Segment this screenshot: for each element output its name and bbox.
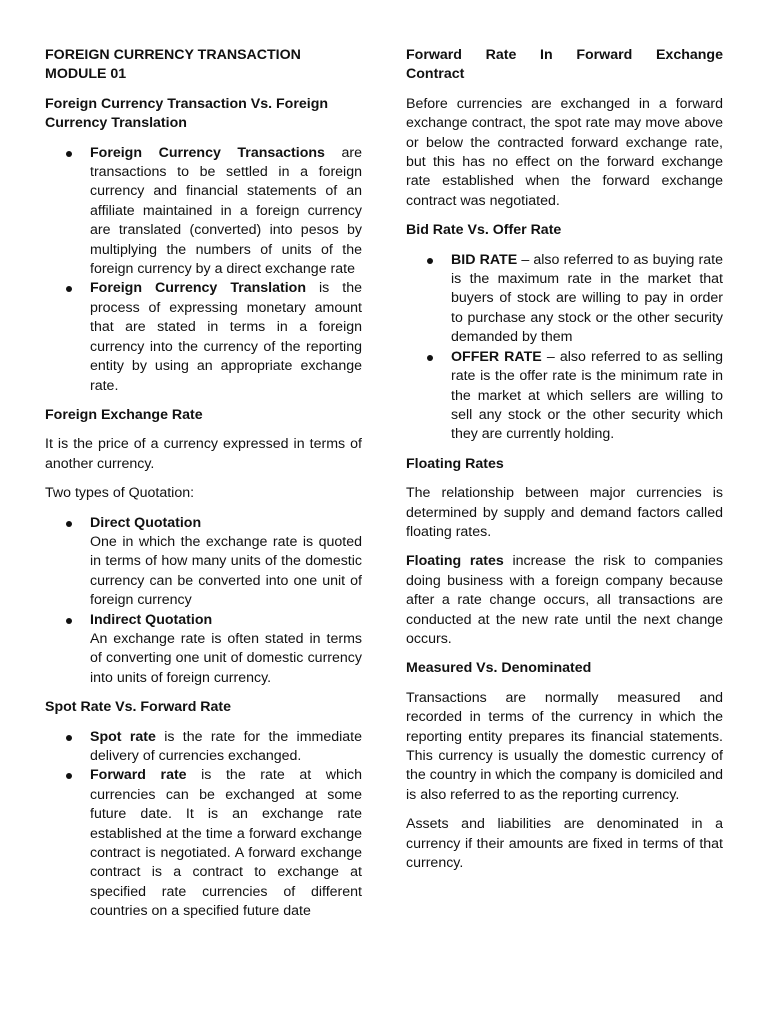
right-column xyxy=(406,46,723,883)
term: Direct Quotation xyxy=(90,514,202,531)
term: Foreign Currency Translation xyxy=(90,280,307,297)
heading-bid-vs-offer: Bid Rate Vs. Offer Rate xyxy=(406,222,562,239)
definition: are transactions to be settled in a foreign currency and financial statements of an affiliate maintained in a foreign currency are translated (converted) into pesos by multiplying the numbers of units of the foreign currency by a direct exchange rate xyxy=(90,144,362,278)
term: OFFER RATE xyxy=(451,348,542,365)
bullet-icon xyxy=(66,618,72,624)
paragraph: It is the price of a currency expressed in terms of another currency. xyxy=(45,436,362,472)
paragraph xyxy=(406,552,723,649)
heading-line-2: Contract xyxy=(406,66,465,83)
list-item xyxy=(45,611,362,689)
term: Forward rate xyxy=(90,767,187,784)
list-item xyxy=(45,766,362,921)
list-item xyxy=(45,144,362,280)
definition: One in which the exchange rate is quoted in terms of how many units of the domestic currency can be converted into one unit of foreign currency xyxy=(90,533,362,609)
bullet-icon xyxy=(66,735,72,741)
term: Spot rate xyxy=(90,728,156,745)
paragraph: Transactions are normally measured and recorded in terms of the currency in which the reporting entity prepares its financial statements. This currency is usually the domestic currency of the country in which the company is domiciled and is also referred to as the reporting currency. xyxy=(406,689,723,803)
heading-spot-vs-forward: Spot Rate Vs. Forward Rate xyxy=(45,699,232,716)
paragraph: Two types of Quotation: xyxy=(45,485,195,502)
paragraph: The relationship between major currencies is determined by supply and demand factors called floating rates. xyxy=(406,485,723,540)
definition: is the process of expressing monetary amount that are stated in terms in a foreign currency into the currency of the reporting entity by using an appropriate exchange rate. xyxy=(90,280,362,394)
title-line-2: MODULE 01 xyxy=(45,66,127,83)
term: Foreign Currency Transactions xyxy=(90,144,325,161)
heading-line-1: Forward Rate In Forward Exchange xyxy=(406,47,723,63)
spot-forward-list xyxy=(45,728,362,922)
paragraph: Before currencies are exchanged in a forward exchange contract, the spot rate may move above or below the contracted forward exchange rate, but this has no effect on the forward exchange rate established when the forward exchange contract was negotiated. xyxy=(406,95,723,209)
quotation-list xyxy=(45,514,362,689)
list-item xyxy=(406,251,723,348)
term: Floating rates xyxy=(406,553,504,570)
heading-floating-rates: Floating Rates xyxy=(406,455,504,472)
heading-foreign-exchange-rate: Foreign Exchange Rate xyxy=(45,406,203,423)
bullet-icon xyxy=(66,773,72,779)
definition: – also referred to as buying rate is the maximum rate in the market that buyers of stock are willing to pay in order to purchase any stock or the other security demanded by them xyxy=(451,251,723,346)
heading-forward-rate-contract xyxy=(406,46,723,85)
bid-offer-list xyxy=(406,251,723,445)
list-item xyxy=(406,348,723,445)
definition: An exchange rate is often stated in terms of converting one unit of domestic currency into units of foreign currency. xyxy=(90,630,362,686)
list-item xyxy=(45,279,362,395)
definition: – also referred to as selling rate is the offer rate is the minimum rate in the market at which sellers are willing to sell any stock or the other security which they are currently holding. xyxy=(451,348,723,443)
definition: is the rate for the immediate delivery of currencies exchanged. xyxy=(90,728,362,764)
transaction-translation-list xyxy=(45,144,362,396)
bullet-icon xyxy=(66,151,72,157)
definition: is the rate at which currencies can be exchanged at some future date. It is an exchange rate established at the time a forward exchange contract is negotiated. A forward exchange contract is a contract to exchange at specified rate currencies of different countries on a specified future date xyxy=(90,767,362,920)
definition: increase the risk to companies doing business with a foreign company because after a rate change occurs, all transactions are conducted at the new rate until the next change occurs. xyxy=(406,553,723,647)
term: BID RATE xyxy=(451,251,518,268)
list-item xyxy=(45,514,362,611)
bullet-icon xyxy=(66,286,72,292)
module-title xyxy=(45,46,362,85)
bullet-icon xyxy=(427,355,433,361)
list-item xyxy=(45,728,362,767)
bullet-icon xyxy=(427,258,433,264)
title-line-1: FOREIGN CURRENCY TRANSACTION xyxy=(45,47,301,63)
heading-measured-vs-denominated: Measured Vs. Denominated xyxy=(406,660,592,677)
bullet-icon xyxy=(66,521,72,527)
left-column xyxy=(45,46,362,932)
heading-transaction-vs-translation: Foreign Currency Transaction Vs. Foreign Currency Translation xyxy=(45,95,329,132)
term: Indirect Quotation xyxy=(90,611,213,628)
paragraph: Assets and liabilities are denominated in a currency if their amounts are fixed in terms of that currency. xyxy=(406,816,723,872)
